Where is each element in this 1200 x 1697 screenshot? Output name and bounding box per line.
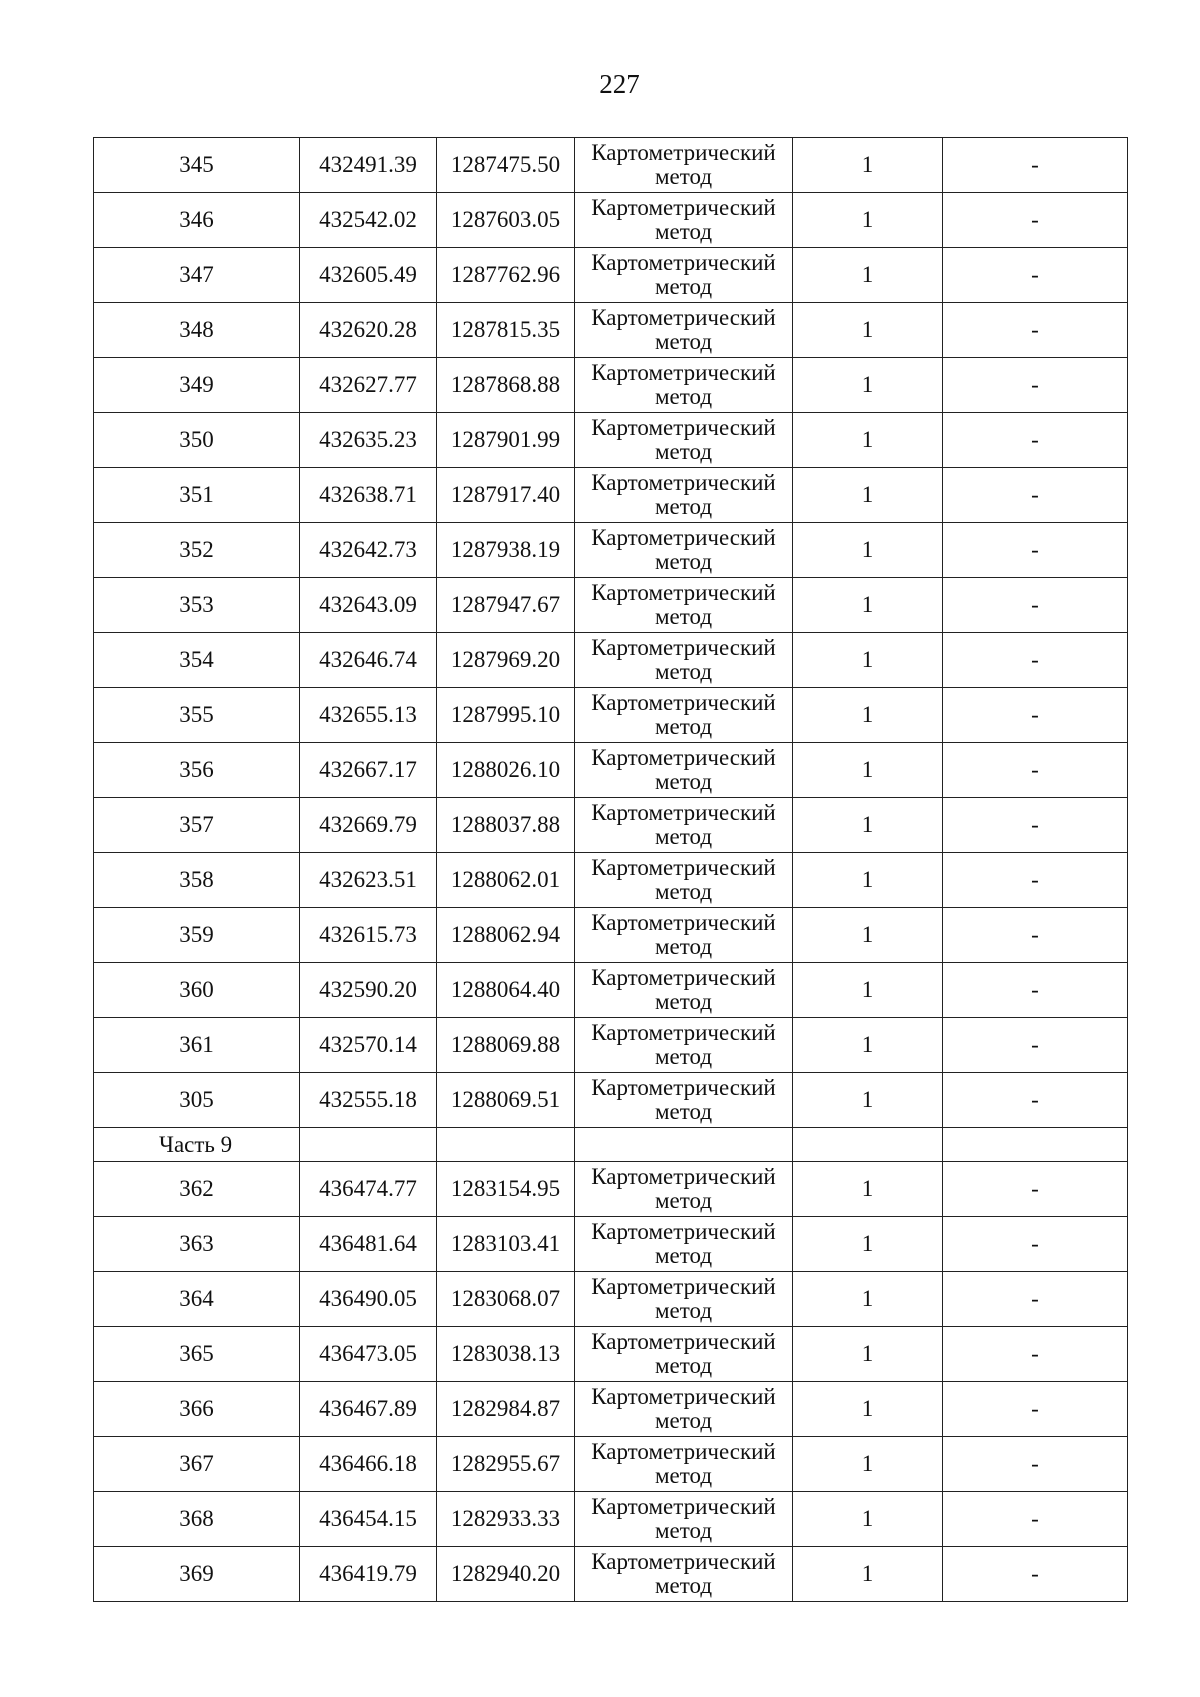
method-line-2: метод bbox=[654, 879, 713, 904]
table-row bbox=[94, 1162, 1128, 1217]
description-cell: - bbox=[943, 908, 1128, 963]
method-line-2: метод bbox=[654, 1099, 713, 1124]
description-cell: - bbox=[943, 1327, 1128, 1382]
x-coordinate-cell: 432590.20 bbox=[300, 963, 437, 1018]
method-cell bbox=[575, 1492, 793, 1547]
method-line-1: Картометрический bbox=[591, 1384, 776, 1409]
description-cell: - bbox=[943, 248, 1128, 303]
method-line-1: Картометрический bbox=[591, 470, 776, 495]
y-coordinate-cell: 1283038.13 bbox=[437, 1327, 575, 1382]
y-coordinate-cell: 1287995.10 bbox=[437, 688, 575, 743]
table-row bbox=[94, 1492, 1128, 1547]
method-cell bbox=[575, 633, 793, 688]
method-line-1: Картометрический bbox=[591, 305, 776, 330]
method-line-1: Картометрический bbox=[591, 1439, 776, 1464]
accuracy-cell: 1 bbox=[793, 963, 943, 1018]
description-cell: - bbox=[943, 1492, 1128, 1547]
description-cell: - bbox=[943, 1018, 1128, 1073]
point-number-cell: 359 bbox=[94, 908, 300, 963]
table-row bbox=[94, 688, 1128, 743]
method-cell bbox=[575, 303, 793, 358]
y-coordinate-cell: 1287917.40 bbox=[437, 468, 575, 523]
point-number-cell: 360 bbox=[94, 963, 300, 1018]
point-number-cell: 367 bbox=[94, 1437, 300, 1492]
empty-cell bbox=[300, 1128, 437, 1162]
description-cell: - bbox=[943, 358, 1128, 413]
description-cell: - bbox=[943, 523, 1128, 578]
coordinates-table bbox=[93, 137, 1128, 1602]
point-number-cell: 345 bbox=[94, 138, 300, 193]
method-cell bbox=[575, 358, 793, 413]
point-number-cell: 362 bbox=[94, 1162, 300, 1217]
y-coordinate-cell: 1288064.40 bbox=[437, 963, 575, 1018]
point-number-cell: 305 bbox=[94, 1073, 300, 1128]
description-cell: - bbox=[943, 963, 1128, 1018]
table-row bbox=[94, 798, 1128, 853]
accuracy-cell: 1 bbox=[793, 1217, 943, 1272]
y-coordinate-cell: 1288026.10 bbox=[437, 743, 575, 798]
description-cell: - bbox=[943, 798, 1128, 853]
method-line-2: метод bbox=[654, 989, 713, 1014]
method-line-2: метод bbox=[654, 1353, 713, 1378]
x-coordinate-cell: 432642.73 bbox=[300, 523, 437, 578]
x-coordinate-cell: 436466.18 bbox=[300, 1437, 437, 1492]
y-coordinate-cell: 1287901.99 bbox=[437, 413, 575, 468]
method-line-2: метод bbox=[654, 1408, 713, 1433]
y-coordinate-cell: 1287969.20 bbox=[437, 633, 575, 688]
table-row bbox=[94, 1437, 1128, 1492]
x-coordinate-cell: 432491.39 bbox=[300, 138, 437, 193]
x-coordinate-cell: 436454.15 bbox=[300, 1492, 437, 1547]
method-cell bbox=[575, 1217, 793, 1272]
method-line-2: метод bbox=[654, 1298, 713, 1323]
x-coordinate-cell: 432669.79 bbox=[300, 798, 437, 853]
point-number-cell: 358 bbox=[94, 853, 300, 908]
method-line-1: Картометрический bbox=[591, 1020, 776, 1045]
point-number-cell: 353 bbox=[94, 578, 300, 633]
method-line-1: Картометрический bbox=[591, 1549, 776, 1574]
method-cell bbox=[575, 743, 793, 798]
method-line-2: метод bbox=[654, 1188, 713, 1213]
x-coordinate-cell: 432555.18 bbox=[300, 1073, 437, 1128]
point-number-cell: 363 bbox=[94, 1217, 300, 1272]
section-label: Часть 9 bbox=[94, 1128, 300, 1162]
y-coordinate-cell: 1283103.41 bbox=[437, 1217, 575, 1272]
y-coordinate-cell: 1283154.95 bbox=[437, 1162, 575, 1217]
accuracy-cell: 1 bbox=[793, 303, 943, 358]
accuracy-cell: 1 bbox=[793, 413, 943, 468]
method-line-1: Картометрический bbox=[591, 250, 776, 275]
table-row bbox=[94, 193, 1128, 248]
y-coordinate-cell: 1288037.88 bbox=[437, 798, 575, 853]
method-cell bbox=[575, 1073, 793, 1128]
y-coordinate-cell: 1287815.35 bbox=[437, 303, 575, 358]
point-number-cell: 369 bbox=[94, 1547, 300, 1602]
method-line-1: Картометрический bbox=[591, 1219, 776, 1244]
method-line-2: метод bbox=[654, 384, 713, 409]
table-row bbox=[94, 248, 1128, 303]
point-number-cell: 364 bbox=[94, 1272, 300, 1327]
point-number-cell: 355 bbox=[94, 688, 300, 743]
point-number-cell: 368 bbox=[94, 1492, 300, 1547]
x-coordinate-cell: 432623.51 bbox=[300, 853, 437, 908]
method-cell bbox=[575, 1547, 793, 1602]
method-line-1: Картометрический bbox=[591, 910, 776, 935]
method-cell bbox=[575, 1272, 793, 1327]
method-line-2: метод bbox=[654, 659, 713, 684]
accuracy-cell: 1 bbox=[793, 1327, 943, 1382]
accuracy-cell: 1 bbox=[793, 798, 943, 853]
table-row bbox=[94, 1018, 1128, 1073]
empty-cell bbox=[793, 1128, 943, 1162]
description-cell: - bbox=[943, 1162, 1128, 1217]
y-coordinate-cell: 1287603.05 bbox=[437, 193, 575, 248]
method-line-1: Картометрический bbox=[591, 140, 776, 165]
y-coordinate-cell: 1282940.20 bbox=[437, 1547, 575, 1602]
accuracy-cell: 1 bbox=[793, 193, 943, 248]
table-row bbox=[94, 963, 1128, 1018]
method-line-2: метод bbox=[654, 1243, 713, 1268]
accuracy-cell: 1 bbox=[793, 468, 943, 523]
accuracy-cell: 1 bbox=[793, 1018, 943, 1073]
point-number-cell: 352 bbox=[94, 523, 300, 578]
method-line-2: метод bbox=[654, 714, 713, 739]
x-coordinate-cell: 432605.49 bbox=[300, 248, 437, 303]
table-row bbox=[94, 633, 1128, 688]
accuracy-cell: 1 bbox=[793, 1162, 943, 1217]
point-number-cell: 365 bbox=[94, 1327, 300, 1382]
method-line-1: Картометрический bbox=[591, 1494, 776, 1519]
method-line-2: метод bbox=[654, 1044, 713, 1069]
method-cell bbox=[575, 468, 793, 523]
method-cell bbox=[575, 138, 793, 193]
method-line-2: метод bbox=[654, 329, 713, 354]
accuracy-cell: 1 bbox=[793, 853, 943, 908]
accuracy-cell: 1 bbox=[793, 1437, 943, 1492]
table-row bbox=[94, 523, 1128, 578]
x-coordinate-cell: 432620.28 bbox=[300, 303, 437, 358]
method-line-1: Картометрический bbox=[591, 195, 776, 220]
x-coordinate-cell: 432655.13 bbox=[300, 688, 437, 743]
section-row bbox=[94, 1128, 1128, 1162]
x-coordinate-cell: 436419.79 bbox=[300, 1547, 437, 1602]
method-line-1: Картометрический bbox=[591, 525, 776, 550]
description-cell: - bbox=[943, 138, 1128, 193]
method-cell bbox=[575, 523, 793, 578]
page-number: 227 bbox=[599, 69, 640, 99]
description-cell: - bbox=[943, 1382, 1128, 1437]
description-cell: - bbox=[943, 468, 1128, 523]
method-line-1: Картометрический bbox=[591, 855, 776, 880]
accuracy-cell: 1 bbox=[793, 1492, 943, 1547]
method-cell bbox=[575, 1018, 793, 1073]
description-cell: - bbox=[943, 578, 1128, 633]
method-line-1: Картометрический bbox=[591, 745, 776, 770]
method-cell bbox=[575, 578, 793, 633]
description-cell: - bbox=[943, 413, 1128, 468]
description-cell: - bbox=[943, 633, 1128, 688]
accuracy-cell: 1 bbox=[793, 908, 943, 963]
description-cell: - bbox=[943, 1547, 1128, 1602]
y-coordinate-cell: 1282955.67 bbox=[437, 1437, 575, 1492]
y-coordinate-cell: 1288062.94 bbox=[437, 908, 575, 963]
accuracy-cell: 1 bbox=[793, 1547, 943, 1602]
x-coordinate-cell: 432615.73 bbox=[300, 908, 437, 963]
accuracy-cell: 1 bbox=[793, 248, 943, 303]
point-number-cell: 366 bbox=[94, 1382, 300, 1437]
y-coordinate-cell: 1288069.88 bbox=[437, 1018, 575, 1073]
method-line-2: метод bbox=[654, 1573, 713, 1598]
point-number-cell: 354 bbox=[94, 633, 300, 688]
description-cell: - bbox=[943, 303, 1128, 358]
description-cell: - bbox=[943, 1437, 1128, 1492]
table-row bbox=[94, 358, 1128, 413]
accuracy-cell: 1 bbox=[793, 743, 943, 798]
method-line-2: метод bbox=[654, 604, 713, 629]
y-coordinate-cell: 1282933.33 bbox=[437, 1492, 575, 1547]
method-line-1: Картометрический bbox=[591, 800, 776, 825]
description-cell: - bbox=[943, 853, 1128, 908]
method-line-1: Картометрический bbox=[591, 1075, 776, 1100]
accuracy-cell: 1 bbox=[793, 523, 943, 578]
description-cell: - bbox=[943, 193, 1128, 248]
method-cell bbox=[575, 798, 793, 853]
y-coordinate-cell: 1287868.88 bbox=[437, 358, 575, 413]
point-number-cell: 357 bbox=[94, 798, 300, 853]
table-row bbox=[94, 853, 1128, 908]
point-number-cell: 351 bbox=[94, 468, 300, 523]
method-line-2: метод bbox=[654, 494, 713, 519]
table-row bbox=[94, 138, 1128, 193]
method-line-2: метод bbox=[654, 769, 713, 794]
accuracy-cell: 1 bbox=[793, 1073, 943, 1128]
y-coordinate-cell: 1287938.19 bbox=[437, 523, 575, 578]
x-coordinate-cell: 432646.74 bbox=[300, 633, 437, 688]
x-coordinate-cell: 432542.02 bbox=[300, 193, 437, 248]
table-row bbox=[94, 1217, 1128, 1272]
empty-cell bbox=[943, 1128, 1128, 1162]
method-cell bbox=[575, 1327, 793, 1382]
method-cell bbox=[575, 908, 793, 963]
description-cell: - bbox=[943, 1217, 1128, 1272]
method-line-2: метод bbox=[654, 274, 713, 299]
method-cell bbox=[575, 413, 793, 468]
accuracy-cell: 1 bbox=[793, 138, 943, 193]
method-line-2: метод bbox=[654, 164, 713, 189]
method-line-2: метод bbox=[654, 1518, 713, 1543]
method-cell bbox=[575, 193, 793, 248]
method-line-2: метод bbox=[654, 439, 713, 464]
method-cell bbox=[575, 688, 793, 743]
accuracy-cell: 1 bbox=[793, 688, 943, 743]
table-row bbox=[94, 1073, 1128, 1128]
table-body-part-a bbox=[94, 138, 1128, 1128]
accuracy-cell: 1 bbox=[793, 578, 943, 633]
y-coordinate-cell: 1288069.51 bbox=[437, 1073, 575, 1128]
table-row bbox=[94, 1272, 1128, 1327]
x-coordinate-cell: 436481.64 bbox=[300, 1217, 437, 1272]
x-coordinate-cell: 432570.14 bbox=[300, 1018, 437, 1073]
x-coordinate-cell: 432638.71 bbox=[300, 468, 437, 523]
description-cell: - bbox=[943, 743, 1128, 798]
point-number-cell: 356 bbox=[94, 743, 300, 798]
description-cell: - bbox=[943, 1073, 1128, 1128]
section-row-group bbox=[94, 1128, 1128, 1162]
point-number-cell: 348 bbox=[94, 303, 300, 358]
method-line-1: Картометрический bbox=[591, 415, 776, 440]
accuracy-cell: 1 bbox=[793, 633, 943, 688]
description-cell: - bbox=[943, 688, 1128, 743]
empty-cell bbox=[437, 1128, 575, 1162]
y-coordinate-cell: 1287947.67 bbox=[437, 578, 575, 633]
method-line-1: Картометрический bbox=[591, 360, 776, 385]
point-number-cell: 350 bbox=[94, 413, 300, 468]
method-line-1: Картометрический bbox=[591, 1329, 776, 1354]
method-line-2: метод bbox=[654, 1463, 713, 1488]
table-row bbox=[94, 743, 1128, 798]
y-coordinate-cell: 1287762.96 bbox=[437, 248, 575, 303]
description-cell: - bbox=[943, 1272, 1128, 1327]
x-coordinate-cell: 436490.05 bbox=[300, 1272, 437, 1327]
x-coordinate-cell: 432627.77 bbox=[300, 358, 437, 413]
method-line-2: метод bbox=[654, 934, 713, 959]
table-row bbox=[94, 908, 1128, 963]
x-coordinate-cell: 432667.17 bbox=[300, 743, 437, 798]
x-coordinate-cell: 436473.05 bbox=[300, 1327, 437, 1382]
table-row bbox=[94, 578, 1128, 633]
table-row bbox=[94, 468, 1128, 523]
x-coordinate-cell: 432643.09 bbox=[300, 578, 437, 633]
method-cell bbox=[575, 1162, 793, 1217]
y-coordinate-cell: 1283068.07 bbox=[437, 1272, 575, 1327]
method-line-2: метод bbox=[654, 219, 713, 244]
table-row bbox=[94, 413, 1128, 468]
method-line-2: метод bbox=[654, 549, 713, 574]
x-coordinate-cell: 436467.89 bbox=[300, 1382, 437, 1437]
method-line-1: Картометрический bbox=[591, 1164, 776, 1189]
y-coordinate-cell: 1287475.50 bbox=[437, 138, 575, 193]
method-line-2: метод bbox=[654, 824, 713, 849]
point-number-cell: 349 bbox=[94, 358, 300, 413]
accuracy-cell: 1 bbox=[793, 1382, 943, 1437]
method-line-1: Картометрический bbox=[591, 965, 776, 990]
table-row bbox=[94, 1327, 1128, 1382]
method-cell bbox=[575, 1437, 793, 1492]
method-cell bbox=[575, 853, 793, 908]
x-coordinate-cell: 432635.23 bbox=[300, 413, 437, 468]
method-line-1: Картометрический bbox=[591, 690, 776, 715]
table-body-part-b bbox=[94, 1162, 1128, 1602]
table-row bbox=[94, 303, 1128, 358]
method-cell bbox=[575, 1382, 793, 1437]
method-line-1: Картометрический bbox=[591, 580, 776, 605]
y-coordinate-cell: 1282984.87 bbox=[437, 1382, 575, 1437]
method-line-1: Картометрический bbox=[591, 635, 776, 660]
x-coordinate-cell: 436474.77 bbox=[300, 1162, 437, 1217]
table-row bbox=[94, 1382, 1128, 1437]
y-coordinate-cell: 1288062.01 bbox=[437, 853, 575, 908]
accuracy-cell: 1 bbox=[793, 358, 943, 413]
accuracy-cell: 1 bbox=[793, 1272, 943, 1327]
table-row bbox=[94, 1547, 1128, 1602]
empty-cell bbox=[575, 1128, 793, 1162]
method-cell bbox=[575, 248, 793, 303]
point-number-cell: 346 bbox=[94, 193, 300, 248]
method-cell bbox=[575, 963, 793, 1018]
point-number-cell: 361 bbox=[94, 1018, 300, 1073]
method-line-1: Картометрический bbox=[591, 1274, 776, 1299]
point-number-cell: 347 bbox=[94, 248, 300, 303]
